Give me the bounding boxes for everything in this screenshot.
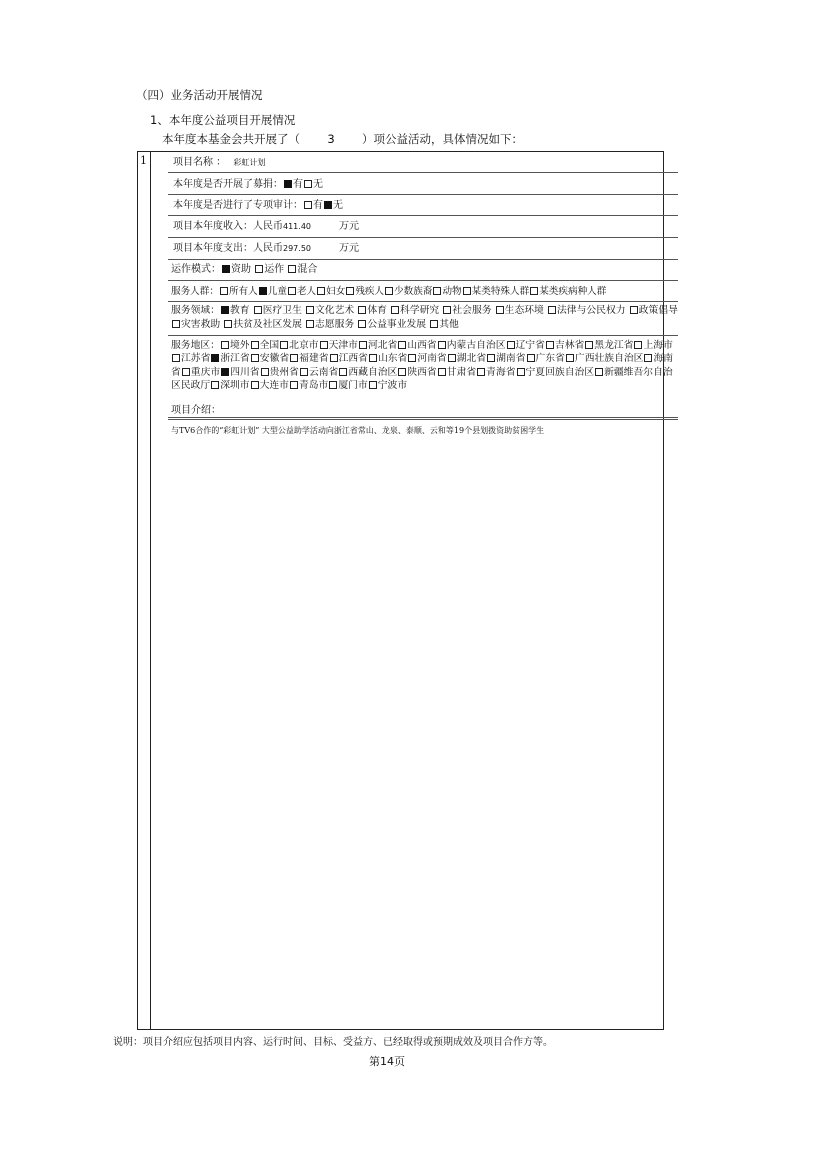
area-checkbox[interactable] <box>329 381 337 389</box>
area-option: 深圳市 <box>220 380 250 392</box>
field-checkbox[interactable] <box>391 306 399 314</box>
expense-value: 297.50 <box>283 244 311 253</box>
area-option: 全国 <box>259 340 280 351</box>
row-divider <box>168 237 678 238</box>
area-option: 北京市 <box>289 340 319 351</box>
expense-label: 项目本年度支出：人民币 <box>173 243 283 254</box>
field-option: 文化艺术 <box>315 305 355 316</box>
area-checkbox[interactable] <box>300 368 308 376</box>
area-option: 贵州省 <box>269 366 299 378</box>
area-checkbox[interactable] <box>566 354 574 362</box>
area-checkbox[interactable] <box>290 354 298 362</box>
project-name-label: 项目名称 ： <box>173 157 227 168</box>
field-option: 生态环境 <box>504 305 544 316</box>
area-option: 湖北省 <box>456 353 487 365</box>
service-field-row <box>171 304 679 331</box>
crowd-option: 儿童 <box>267 286 287 297</box>
field-checkbox[interactable] <box>172 320 180 328</box>
field-checkbox[interactable] <box>254 306 262 314</box>
area-option: 青岛市 <box>298 380 329 392</box>
area-checkbox[interactable] <box>221 341 229 349</box>
area-option: 辽宁省 <box>515 340 545 351</box>
income-unit: 万元 <box>339 221 359 232</box>
crowd-option: 所有人 <box>228 286 258 297</box>
service-area-row <box>171 339 679 393</box>
audit-no-label: 无 <box>333 200 343 211</box>
expense-unit: 万元 <box>339 243 359 254</box>
area-checkbox[interactable] <box>438 368 446 376</box>
field-option: 法律与公民权力 <box>556 305 626 316</box>
area-option: 福建省 <box>299 353 329 365</box>
fundraising-label: 本年度是否开展了募捐： <box>173 179 283 190</box>
audit-yes-checkbox[interactable] <box>304 201 312 209</box>
area-option: 天津市 <box>328 340 358 351</box>
area-option: 宁夏回族自治区 <box>525 366 595 378</box>
area-option: 四川省 <box>230 366 260 378</box>
field-option: 其他 <box>439 318 459 330</box>
area-option: 浙江省 <box>220 353 250 365</box>
area-option: 大连市 <box>259 380 289 392</box>
area-option: 青海省 <box>486 366 516 378</box>
area-checkbox[interactable] <box>369 354 377 362</box>
area-option: 山东省 <box>377 353 408 365</box>
area-option: 吉林省 <box>554 340 585 351</box>
field-option: 教育 <box>229 305 250 316</box>
crowd-checkbox[interactable] <box>346 287 354 295</box>
area-option: 重庆市 <box>190 366 221 378</box>
field-checkbox[interactable] <box>548 306 556 314</box>
crowd-checkbox[interactable] <box>385 287 393 295</box>
area-checkbox[interactable] <box>172 354 180 362</box>
area-checkbox[interactable] <box>527 354 535 362</box>
row-divider <box>168 280 678 281</box>
count-prefix: 本年度本基金会共开展了（ <box>162 132 300 146</box>
area-checkbox[interactable] <box>211 354 219 362</box>
area-option: 陕西省 <box>407 366 437 378</box>
intro-label-row <box>171 404 221 418</box>
fundraising-yes-label: 有 <box>293 179 303 190</box>
audit-yes-label: 有 <box>313 200 323 211</box>
area-checkbox[interactable] <box>359 341 367 349</box>
area-option: 江苏省 <box>181 353 211 365</box>
area-option: 内蒙古自治区 <box>446 340 506 351</box>
field-checkbox[interactable] <box>306 306 314 314</box>
field-option: 扶贫及社区发展 <box>233 318 302 330</box>
area-checkbox[interactable] <box>438 341 446 349</box>
area-option: 河南省 <box>417 353 447 365</box>
area-checkbox[interactable] <box>251 354 259 362</box>
area-checkbox[interactable] <box>507 341 515 349</box>
area-checkbox[interactable] <box>546 341 554 349</box>
area-checkbox[interactable] <box>398 368 406 376</box>
area-option: 西藏自治区 <box>348 366 398 378</box>
area-checkbox[interactable] <box>408 354 416 362</box>
area-checkbox[interactable] <box>211 381 219 389</box>
income-row <box>173 220 359 234</box>
crowd-checkbox[interactable] <box>530 287 538 295</box>
audit-label: 本年度是否进行了专项审计： <box>173 200 303 211</box>
section-title: （四）业务活动开展情况 <box>136 88 263 102</box>
field-option: 公益事业发展 <box>367 318 427 330</box>
crowd-option: 残疾人 <box>355 286 385 297</box>
field-checkbox[interactable] <box>443 306 451 314</box>
area-checkbox[interactable] <box>634 341 642 349</box>
crowd-option: 某类特殊人群 <box>471 286 530 297</box>
activity-count-line <box>162 131 523 147</box>
area-checkbox[interactable] <box>182 368 190 376</box>
mode-checkbox-3[interactable] <box>288 265 296 273</box>
activity-count-value: 3 <box>327 132 335 146</box>
crowd-option: 某类疾病种人群 <box>539 286 607 297</box>
row-divider <box>168 215 678 216</box>
index-column-divider <box>150 152 151 1029</box>
field-option: 社会服务 <box>452 305 492 316</box>
operation-mode-row <box>171 263 317 277</box>
field-checkbox[interactable] <box>496 306 504 314</box>
area-option: 新疆维吾尔自治区民政厅 <box>171 366 673 392</box>
field-checkbox[interactable] <box>630 306 638 314</box>
expense-row <box>173 242 359 256</box>
area-option: 湖南省 <box>496 353 526 365</box>
crowd-checkbox[interactable] <box>463 287 471 295</box>
area-checkbox[interactable] <box>517 368 525 376</box>
crowd-option: 少数族裔 <box>394 286 433 297</box>
crowd-checkbox[interactable] <box>288 287 296 295</box>
area-option: 境外 <box>229 340 250 351</box>
area-checkbox[interactable] <box>221 368 229 376</box>
area-checkbox[interactable] <box>251 341 259 349</box>
income-label: 项目本年度收入：人民币 <box>173 221 283 232</box>
area-checkbox[interactable] <box>398 341 406 349</box>
row-divider <box>168 301 678 302</box>
project-name-value: 彩虹计划 <box>233 158 266 167</box>
page-number: 第14页 <box>369 1055 405 1068</box>
audit-row <box>173 199 343 213</box>
field-option: 政策倡导 <box>638 305 678 316</box>
row-divider <box>168 417 678 418</box>
income-value: 411.40 <box>283 222 311 231</box>
field-checkbox[interactable] <box>306 320 314 328</box>
field-checkbox[interactable] <box>221 306 229 314</box>
area-checkbox[interactable] <box>330 354 338 362</box>
field-checkbox[interactable] <box>358 320 366 328</box>
field-checkbox[interactable] <box>224 320 232 328</box>
area-checkbox[interactable] <box>448 354 456 362</box>
field-option: 科学研究 <box>400 305 440 316</box>
area-checkbox[interactable] <box>280 341 288 349</box>
crowd-option: 动物 <box>442 286 462 297</box>
area-option: 海南省 <box>171 353 674 378</box>
project-index: 1 <box>140 154 147 167</box>
area-checkbox[interactable] <box>369 381 377 389</box>
area-checkbox[interactable] <box>644 354 652 362</box>
area-checkbox[interactable] <box>261 368 269 376</box>
area-option: 山西省 <box>407 340 437 351</box>
audit-no-checkbox[interactable] <box>324 201 332 209</box>
mode-option: 混合 <box>297 264 318 275</box>
mode-checkbox-2[interactable] <box>255 265 263 273</box>
area-option: 广东省 <box>535 353 565 365</box>
row-divider <box>168 259 678 260</box>
area-option: 江西省 <box>338 353 368 365</box>
area-option: 厦门市 <box>338 380 368 392</box>
field-option: 体育 <box>367 305 387 316</box>
area-checkbox[interactable] <box>290 381 298 389</box>
area-option: 上海市 <box>643 340 673 351</box>
area-checkbox[interactable] <box>585 341 593 349</box>
area-option: 广西壮族自治区 <box>574 353 644 365</box>
operation-mode-label: 运作模式： <box>171 264 221 275</box>
service-field-label: 服务领域： <box>171 305 220 316</box>
mode-option: 资助 <box>231 264 251 275</box>
crowd-checkbox[interactable] <box>259 287 267 295</box>
field-checkbox[interactable] <box>430 320 438 328</box>
crowd-checkbox[interactable] <box>317 287 325 295</box>
fundraising-no-label: 无 <box>313 179 323 190</box>
fundraising-no-checkbox[interactable] <box>304 180 312 188</box>
count-suffix: ）项公益活动，具体情况如下： <box>362 132 523 146</box>
field-option: 志愿服务 <box>315 318 355 330</box>
footnote: 说明：项目介绍应包括项目内容、运行时间、目标、受益方、已经取得或预期成效及项目合作方等。 <box>113 1037 553 1048</box>
area-option: 甘肃省 <box>446 366 477 378</box>
area-option: 宁波市 <box>377 380 408 392</box>
area-checkbox[interactable] <box>339 368 347 376</box>
area-option: 河北省 <box>367 340 398 351</box>
intro-label: 项目介绍： <box>171 405 221 416</box>
row-divider <box>168 194 678 195</box>
area-option: 云南省 <box>308 366 339 378</box>
area-checkbox[interactable] <box>595 368 603 376</box>
row-divider <box>168 172 678 173</box>
area-checkbox[interactable] <box>251 381 259 389</box>
fundraising-row <box>173 178 323 192</box>
area-checkbox[interactable] <box>320 341 328 349</box>
service-crowd-label: 服务人群： <box>171 286 219 297</box>
project-name-row <box>173 156 265 170</box>
project-table <box>137 151 664 1030</box>
field-option: 灾害救助 <box>181 318 221 330</box>
crowd-option: 老人 <box>296 286 317 297</box>
area-option: 黑龙江省 <box>594 340 634 351</box>
area-option: 安徽省 <box>259 353 290 365</box>
intro-text: 与TV6合作的“彩虹计划” 大型公益助学活动向浙江省常山、龙泉、泰顺、云和等19个县划拨资助贫困学生 <box>171 426 545 435</box>
sub-heading: 1、本年度公益项目开展情况 <box>150 113 296 127</box>
area-checkbox[interactable] <box>487 354 495 362</box>
service-crowd-row <box>171 285 606 299</box>
row-divider <box>168 335 678 336</box>
service-area-label: 服务地区： <box>171 340 220 351</box>
fundraising-yes-checkbox[interactable] <box>284 180 292 188</box>
field-option: 医疗卫生 <box>262 305 302 316</box>
field-checkbox[interactable] <box>358 306 366 314</box>
mode-option: 运作 <box>264 264 285 275</box>
mode-checkbox-1[interactable] <box>222 265 230 273</box>
area-checkbox[interactable] <box>477 368 485 376</box>
crowd-option: 妇女 <box>326 286 346 297</box>
row-divider <box>168 419 678 420</box>
crowd-checkbox[interactable] <box>220 287 228 295</box>
crowd-checkbox[interactable] <box>433 287 441 295</box>
